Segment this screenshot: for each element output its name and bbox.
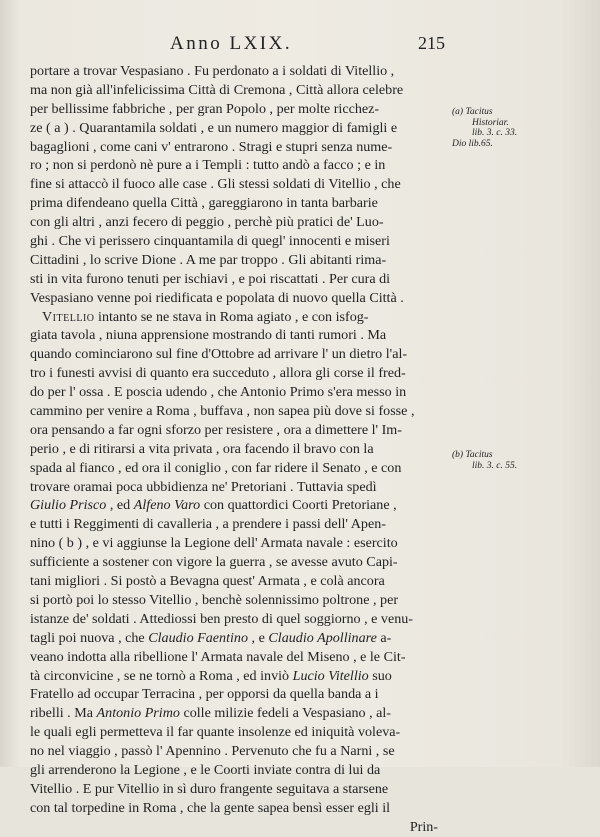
text-line: Vitellio . E pur Vitellio in sì duro frangente seguitava a starsene — [30, 780, 389, 797]
margin-note-line: lib. 3. c. 55. — [472, 460, 518, 471]
text-line: con tal torpedine in Roma , che la gente sapea bensì esser egli il — [30, 799, 391, 816]
text-line: trovare oramai poca ubbidienza ne' Pretoriani . Tuttavia spedì — [30, 478, 377, 495]
text-span: , e — [248, 629, 269, 646]
text-line: veano indotta alla ribellione l' Armata navale del Miseno , e le Cit- — [30, 648, 406, 665]
text-span: , ed — [106, 497, 134, 514]
text-line — [30, 496, 438, 515]
person-name: Antonio Primo — [96, 705, 180, 722]
text-span: suo — [368, 667, 392, 684]
text-line: tro i funesti avvisi di quanto era succeduto , allora gli corse il fred- — [30, 365, 406, 382]
person-name: Lucio Vitellio — [292, 667, 369, 684]
text-line: gli arrenderono la Legione , e le Coorti inviate contra di lui da — [30, 761, 381, 778]
text-line: sti in vita furono tenuti per ischiavi , e poi riscattati . Per cura di — [30, 270, 391, 287]
text-line: e tutti i Reggimenti di cavalleria , a prendere i passi dell' Apen- — [30, 516, 386, 533]
text-line: Fratello ad occupar Terracina , per opporsi da quella banda a i — [30, 686, 379, 703]
running-title: Anno LXIX. — [170, 33, 293, 54]
text-line: giata tavola , niuna apprensione mostrando di tanti rumori . Ma — [30, 327, 387, 344]
paragraph-start-line — [30, 308, 438, 327]
person-name: Alfeno Varo — [133, 497, 201, 514]
text-line — [30, 629, 438, 648]
text-line: ze ( a ) . Quarantamila soldati , e un numero maggior di famigli e — [30, 119, 398, 136]
text-line: fine si attaccò il fuoco alle case . Gli stessi soldati di Vitellio , che — [30, 176, 401, 193]
text-line: tani migliori . Si postò a Bevagna quest' Armata , e colà ancora — [30, 573, 385, 590]
text-line: do per l' ossa . E poscia udendo , che Antonio Primo s'era messo in — [30, 384, 407, 401]
margin-note-b — [452, 450, 600, 471]
text-span: colle milizie fedeli a Vespasiano , al- — [179, 705, 392, 722]
text-line: portare a trovar Vespasiano . Fu perdonato a i soldati di Vitellio , — [30, 63, 395, 79]
text-line: nino ( b ) , e vi aggiunse la Legione dell' Armata navale : esercito — [30, 535, 398, 552]
margin-note-line: Dio lib.65. — [452, 138, 493, 149]
text-span: ribelli . Ma — [30, 705, 97, 722]
person-name: Claudio Faentino — [148, 629, 249, 646]
text-line: con gli altri , anzi fecero di peggio , perchè più pratici de' Luo- — [30, 214, 384, 231]
text-line: bagaglioni , come cani v' entrarono . Stragi e stupri senza nume- — [30, 138, 393, 155]
margin-note-line: lib. 3. c. 33. — [472, 128, 518, 138]
text-line: per bellissime fabbriche , per gran Popolo , per molte ricchez- — [30, 100, 380, 117]
text-line: ora pensando a far ogni sforzo per resistere , ora a dimettere l' Im- — [30, 421, 402, 438]
text-line: quando cominciarono sul fine d'Ottobre ad arrivare l' un dietro l'al- — [30, 346, 408, 363]
catchword-line — [30, 818, 438, 837]
body-text — [30, 62, 438, 837]
text-line: Cittadini , lo scrive Dione . A me par troppo . Gli abitanti rima- — [30, 251, 387, 268]
text-line: Vespasiano venne poi riedificata e popolata di nuovo quella Città . — [30, 289, 404, 306]
text-line: le quali egli permetteva il far quante insolenze ed iniquità voleva- — [30, 724, 401, 741]
text-line: sufficiente a sostener con vigore la guerra , se avesse avuto Capi- — [30, 554, 398, 571]
margin-note-line: Historiar. — [472, 117, 509, 128]
text-span: con quattordici Coorti Pretoriane , — [200, 497, 397, 514]
page-number: 215 — [418, 33, 445, 53]
paragraph-first-word: Vitellio — [42, 308, 95, 325]
text-span: intanto se ne stava in Roma agiato , e con isfog- — [94, 308, 369, 325]
person-name: Claudio Apollinare — [268, 629, 377, 646]
catchword: Prin- — [409, 818, 438, 835]
text-line: no nel viaggio , passò l' Apennino . Pervenuto che fu a Narni , se — [30, 743, 395, 760]
text-line: prima difendeano quella Città , gareggiarono in tanta barbarie — [30, 195, 378, 212]
text-line: spada al fianco , ed ora il coniglio , con far ridere il Senato , e con — [30, 459, 402, 476]
text-span: a- — [376, 629, 392, 646]
text-span: tà circonvicine , se ne tornò a Roma , ed inviò — [30, 667, 293, 684]
text-line — [30, 667, 438, 686]
text-line: perio , e di ritirarsi a vita privata , ora facendo il bravo con la — [30, 440, 374, 457]
margin-note-line: (b) Tacitus — [452, 450, 493, 460]
text-line: ma non già all'infelicissima Città di Cremona , Città allora celebre — [30, 81, 404, 98]
page-header — [0, 33, 600, 55]
margin-note-line: (a) Tacitus — [452, 107, 493, 117]
text-line: istanze de' soldati . Attediossi ben presto di quel soggiorno , e venu- — [30, 610, 414, 627]
text-line: ro ; non si perdonò nè pure a i Templi : tutto andò a facco ; e in — [30, 157, 386, 174]
text-line: ghi . Che vi perissero cinquantamila di quegl' innocenti e miseri — [30, 233, 390, 250]
text-line: cammino per venire a Roma , buffava , non sapea più dove si fosse , — [30, 403, 415, 420]
text-span: tagli poi nuova , che — [30, 629, 149, 646]
person-name: Giulio Prisco — [30, 497, 107, 514]
text-line: si portò poi lo stesso Vitellio , benchè solennissimo poltrone , per — [30, 591, 399, 608]
text-line — [30, 704, 438, 723]
margin-note-a — [452, 107, 600, 149]
